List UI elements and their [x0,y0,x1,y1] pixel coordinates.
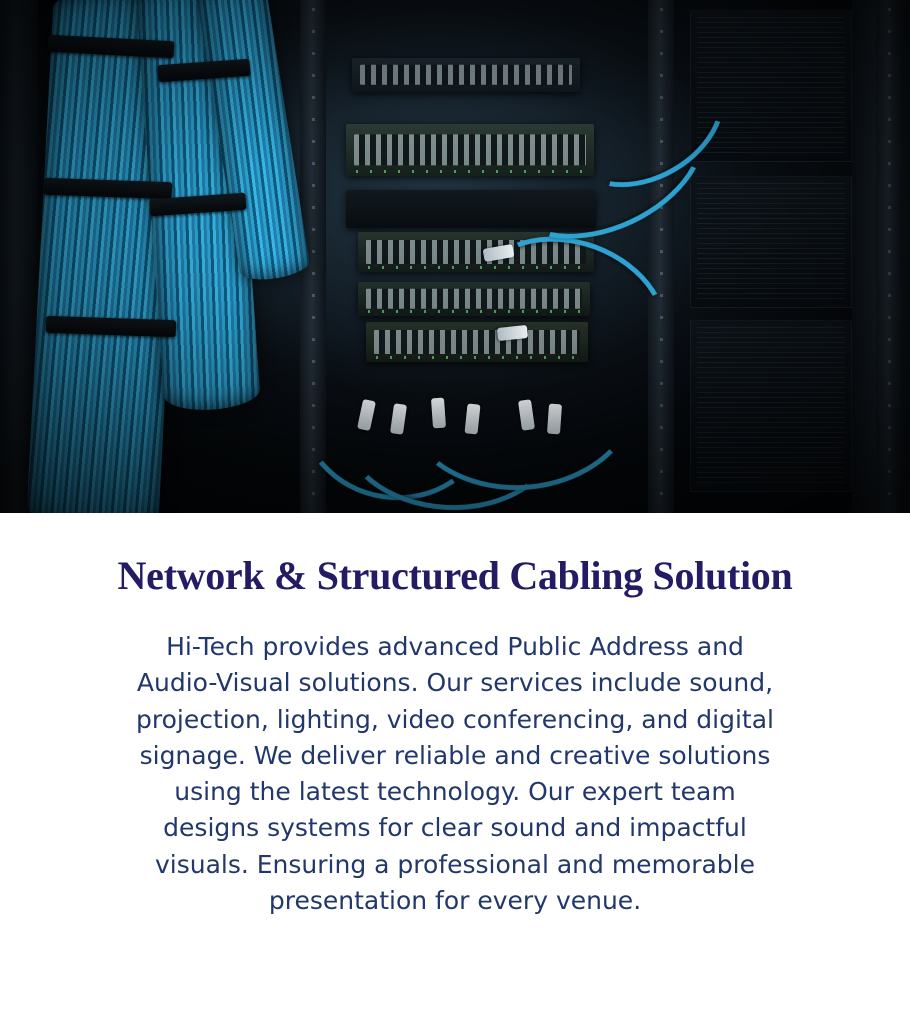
side-equipment-middle [690,176,852,308]
description-paragraph: Hi-Tech provides advanced Public Address and Audio-Visual solutions. Our services include sound, projection, lighting, video conferencing, and digital signage. We deliver reliable and creative solutions using the latest technology. Our expert team designs systems for clear sound and impactful visuals. Ensuring a professional and memorable presentation for every venue. [136,632,774,915]
patch-panel [352,58,580,92]
cable-connector-boot [431,398,446,429]
text-section [0,513,910,1024]
cable-connector-boot [547,404,562,435]
side-equipment-bottom [690,320,852,492]
page-title: Network & Structured Cabling Solution [117,553,793,598]
rack-post-far-right [876,0,902,513]
patch-panel-ports [360,65,572,85]
vent-grill-icon [697,183,845,301]
vent-grill-icon [697,327,845,485]
